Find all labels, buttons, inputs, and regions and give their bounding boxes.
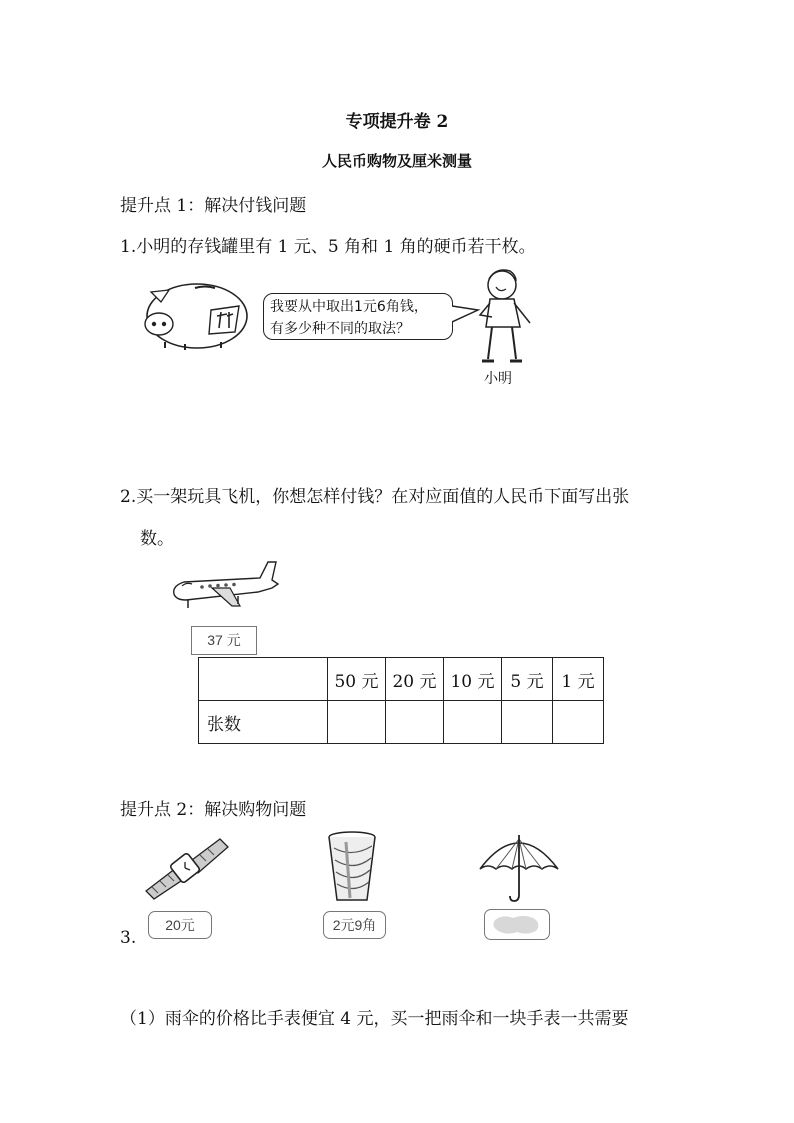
table-header-cell: 20 元 (386, 658, 444, 701)
bubble-line-2: 有多少种不同的取法？ (270, 321, 410, 337)
section2-heading: 提升点 2：解决购物问题 (120, 800, 307, 820)
table-header-row (199, 658, 604, 701)
umbrella-price-tag (484, 909, 550, 940)
table-header-cell: 50 元 (328, 658, 386, 701)
toy-plane-icon (168, 558, 283, 618)
page-subtitle: 人民币购物及厘米测量 (321, 152, 472, 170)
plane-price-tag: 37 元 (191, 626, 257, 655)
answer-cell[interactable] (444, 701, 502, 744)
table-row (199, 701, 604, 744)
piggy-bank-icon (135, 276, 250, 356)
question-3-number: 3. (120, 928, 137, 948)
answer-cell[interactable] (502, 701, 553, 744)
question-2-text-line2: 数。 (140, 529, 174, 549)
watch-price-tag: 20元 (148, 911, 212, 939)
table-header-cell: 10 元 (444, 658, 502, 701)
table-header-cell: 5 元 (502, 658, 553, 701)
question-2-text-line1: 2.买一架玩具飞机，你想怎样付钱？在对应面值的人民币下面写出张 (120, 487, 630, 507)
answer-cell[interactable] (386, 701, 444, 744)
answer-cell[interactable] (553, 701, 604, 744)
row-label: 张数 (199, 701, 328, 744)
boy-name-label: 小明 (484, 371, 512, 387)
answer-cell[interactable] (328, 701, 386, 744)
cup-price-tag: 2元9角 (323, 911, 386, 939)
section1-heading: 提升点 1：解决付钱问题 (120, 196, 307, 216)
umbrella-icon (478, 833, 560, 903)
bubble-line-1: 我要从中取出1元6角钱， (270, 299, 428, 315)
question-1-text: 1.小明的存钱罐里有 1 元、5 角和 1 角的硬币若干枚。 (120, 237, 536, 257)
watch-icon (140, 835, 230, 901)
price-smudge-icon (493, 914, 541, 936)
page-title: 专项提升卷 2 (345, 112, 449, 132)
speech-bubble (263, 293, 453, 340)
question-3-sub1-text: （1）雨伞的价格比手表便宜 4 元，买一把雨伞和一块手表一共需要 (120, 1009, 629, 1029)
cup-icon (326, 830, 378, 904)
table-header-cell: 1 元 (553, 658, 604, 701)
boy-icon (470, 265, 540, 365)
table-header-cell (199, 658, 328, 701)
money-count-table (198, 657, 604, 744)
